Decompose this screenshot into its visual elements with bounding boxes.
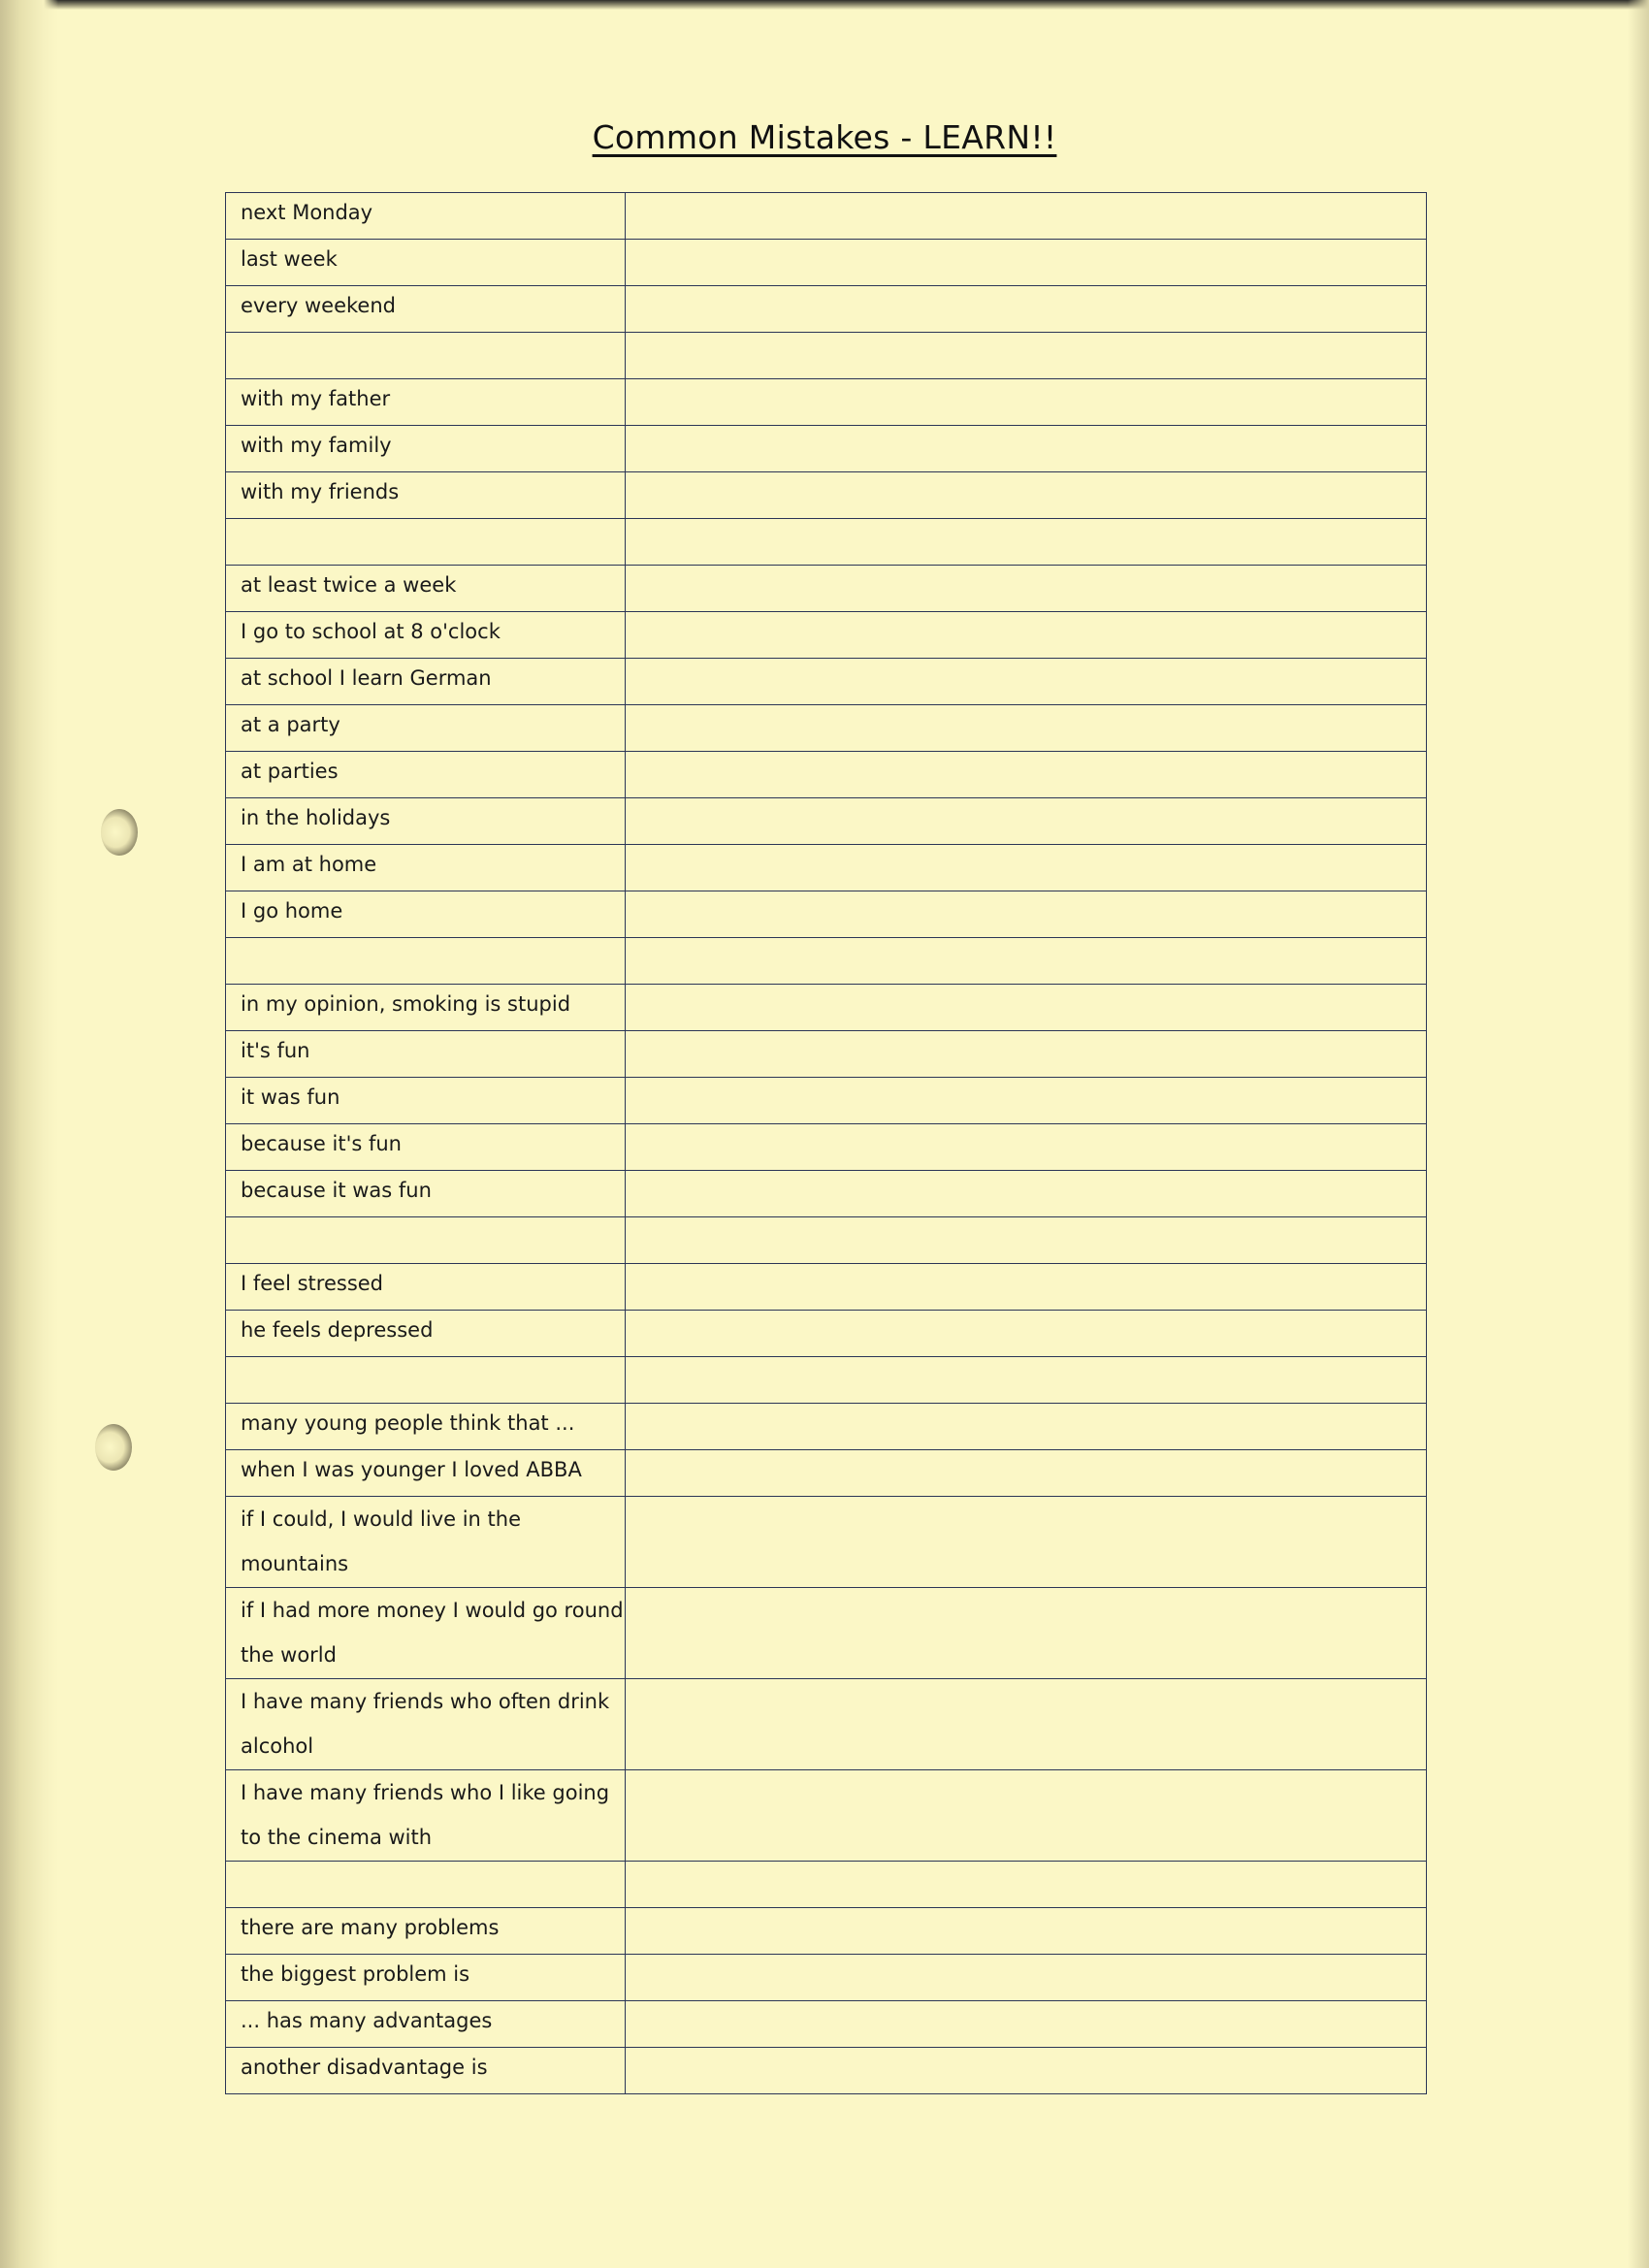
answer-cell[interactable] <box>626 1679 1427 1770</box>
table-row <box>226 379 1427 426</box>
table-row <box>226 1679 1427 1770</box>
answer-cell[interactable] <box>626 845 1427 891</box>
phrase-cell: because it's fun <box>226 1124 626 1171</box>
answer-cell[interactable] <box>626 193 1427 240</box>
table-row <box>226 1908 1427 1955</box>
phrase-cell: next Monday <box>226 193 626 240</box>
table-row <box>226 2001 1427 2048</box>
answer-cell[interactable] <box>626 1311 1427 1357</box>
scan-edge-top <box>0 0 1649 10</box>
table-row <box>226 1078 1427 1124</box>
phrase-cell: at parties <box>226 752 626 798</box>
table-row <box>226 426 1427 472</box>
answer-cell[interactable] <box>626 1078 1427 1124</box>
table-row <box>226 1770 1427 1862</box>
table-row <box>226 1124 1427 1171</box>
answer-cell[interactable] <box>626 333 1427 379</box>
phrase-cell: when I was younger I loved ABBA <box>226 1450 626 1497</box>
answer-cell[interactable] <box>626 705 1427 752</box>
phrase-cell: many young people think that ... <box>226 1404 626 1450</box>
answer-cell[interactable] <box>626 752 1427 798</box>
table-row <box>226 798 1427 845</box>
table-row <box>226 1357 1427 1404</box>
answer-cell[interactable] <box>626 1908 1427 1955</box>
table-row <box>226 240 1427 286</box>
table-row <box>226 1171 1427 1217</box>
table-row <box>226 752 1427 798</box>
table-row <box>226 845 1427 891</box>
answer-cell[interactable] <box>626 519 1427 566</box>
table-row <box>226 1862 1427 1908</box>
phrase-cell: it was fun <box>226 1078 626 1124</box>
phrase-cell: if I could, I would live in the mountains <box>226 1497 626 1588</box>
phrase-cell <box>226 519 626 566</box>
answer-cell[interactable] <box>626 1171 1427 1217</box>
phrase-cell <box>226 1217 626 1264</box>
answer-cell[interactable] <box>626 2048 1427 2094</box>
table-row <box>226 1031 1427 1078</box>
answer-cell[interactable] <box>626 472 1427 519</box>
table-row <box>226 891 1427 938</box>
answer-cell[interactable] <box>626 938 1427 985</box>
table-row <box>226 1311 1427 1357</box>
phrase-cell: at a party <box>226 705 626 752</box>
phrase-cell: there are many problems <box>226 1908 626 1955</box>
table-row <box>226 1450 1427 1497</box>
answer-cell[interactable] <box>626 1770 1427 1862</box>
answer-cell[interactable] <box>626 1031 1427 1078</box>
answer-cell[interactable] <box>626 1497 1427 1588</box>
phrase-cell: it's fun <box>226 1031 626 1078</box>
phrase-cell <box>226 333 626 379</box>
answer-cell[interactable] <box>626 1217 1427 1264</box>
phrase-cell <box>226 938 626 985</box>
worksheet-table <box>225 192 1427 2094</box>
phrase-cell: he feels depressed <box>226 1311 626 1357</box>
answer-cell[interactable] <box>626 379 1427 426</box>
answer-cell[interactable] <box>626 1264 1427 1311</box>
answer-cell[interactable] <box>626 240 1427 286</box>
table-row <box>226 1264 1427 1311</box>
phrase-cell: I go home <box>226 891 626 938</box>
phrase-cell: the biggest problem is <box>226 1955 626 2001</box>
answer-cell[interactable] <box>626 1357 1427 1404</box>
answer-cell[interactable] <box>626 1955 1427 2001</box>
answer-cell[interactable] <box>626 1124 1427 1171</box>
phrase-cell: I feel stressed <box>226 1264 626 1311</box>
table-row <box>226 193 1427 240</box>
phrase-cell: I am at home <box>226 845 626 891</box>
answer-cell[interactable] <box>626 659 1427 705</box>
table-row <box>226 1497 1427 1588</box>
phrase-cell: in my opinion, smoking is stupid <box>226 985 626 1031</box>
phrase-cell: I have many friends who I like going to the cinema with <box>226 1770 626 1862</box>
table-row <box>226 1955 1427 2001</box>
table-row <box>226 566 1427 612</box>
phrase-cell: another disadvantage is <box>226 2048 626 2094</box>
phrase-cell: I have many friends who often drink alcohol <box>226 1679 626 1770</box>
answer-cell[interactable] <box>626 566 1427 612</box>
table-row <box>226 659 1427 705</box>
punch-hole-icon <box>101 809 138 856</box>
phrase-cell: ... has many advantages <box>226 2001 626 2048</box>
answer-cell[interactable] <box>626 1404 1427 1450</box>
table-row <box>226 333 1427 379</box>
phrase-cell: at least twice a week <box>226 566 626 612</box>
phrase-cell: every weekend <box>226 286 626 333</box>
answer-cell[interactable] <box>626 612 1427 659</box>
answer-cell[interactable] <box>626 798 1427 845</box>
table-row <box>226 705 1427 752</box>
table-row <box>226 985 1427 1031</box>
punch-hole-icon <box>95 1424 132 1471</box>
answer-cell[interactable] <box>626 426 1427 472</box>
answer-cell[interactable] <box>626 1450 1427 1497</box>
phrase-cell: with my father <box>226 379 626 426</box>
answer-cell[interactable] <box>626 2001 1427 2048</box>
table-row <box>226 2048 1427 2094</box>
phrase-cell <box>226 1357 626 1404</box>
answer-cell[interactable] <box>626 286 1427 333</box>
scan-edge-right <box>1628 0 1649 2268</box>
answer-cell[interactable] <box>626 985 1427 1031</box>
table-row <box>226 472 1427 519</box>
table-row <box>226 1217 1427 1264</box>
scan-edge-left <box>0 0 58 2268</box>
phrase-cell: at school I learn German <box>226 659 626 705</box>
phrase-cell: in the holidays <box>226 798 626 845</box>
phrase-cell: because it was fun <box>226 1171 626 1217</box>
table-row <box>226 938 1427 985</box>
phrase-cell: with my family <box>226 426 626 472</box>
answer-cell[interactable] <box>626 1862 1427 1908</box>
phrase-cell: I go to school at 8 o'clock <box>226 612 626 659</box>
phrase-cell: last week <box>226 240 626 286</box>
phrase-cell <box>226 1862 626 1908</box>
answer-cell[interactable] <box>626 1588 1427 1679</box>
table-row <box>226 519 1427 566</box>
table-row <box>226 1588 1427 1679</box>
table-row <box>226 1404 1427 1450</box>
phrase-cell: if I had more money I would go round the world <box>226 1588 626 1679</box>
table-row <box>226 286 1427 333</box>
phrase-cell: with my friends <box>226 472 626 519</box>
answer-cell[interactable] <box>626 891 1427 938</box>
table-row <box>226 612 1427 659</box>
page-title: Common Mistakes - LEARN!! <box>592 118 1057 156</box>
